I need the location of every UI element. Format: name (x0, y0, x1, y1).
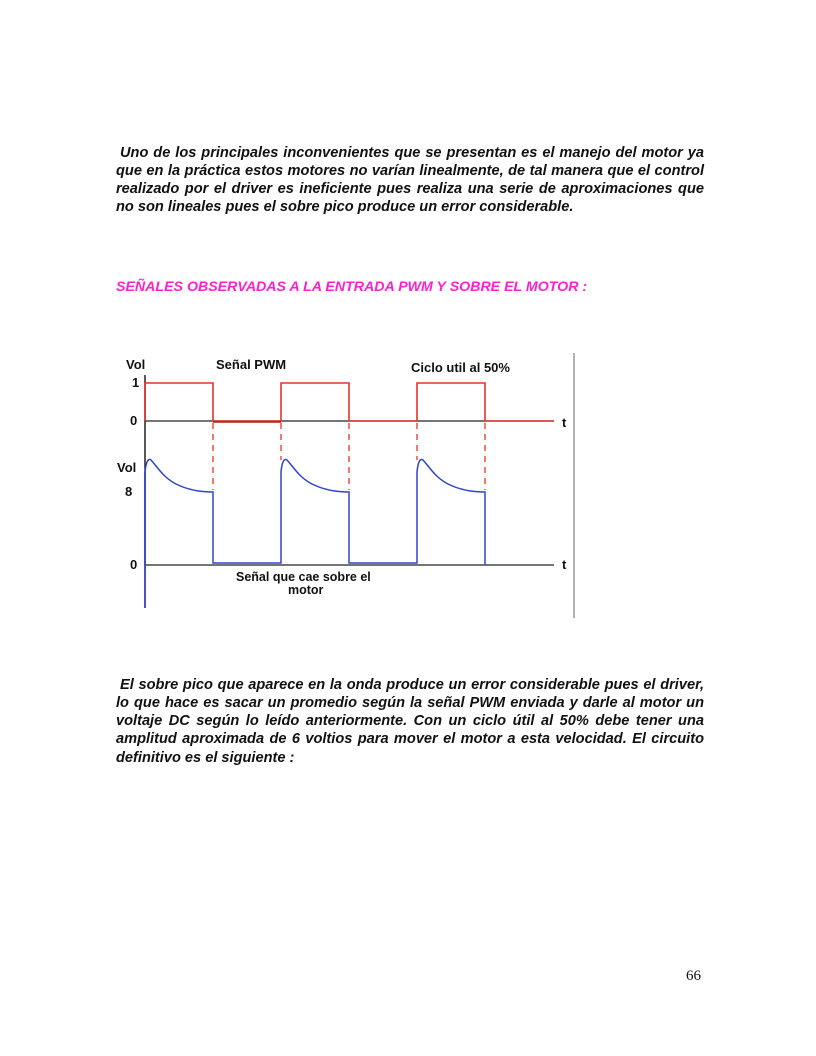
paragraph-explanation: El sobre pico que aparece en la onda produce un error considerable pues el driver, lo que hace es sacar un promedio según la señal PWM enviada y darle al motor un voltaje DC según lo leído anteriormente. Con un ciclo útil al 50% debe tener una amplitud aproximada de 6 voltios para mover el motor a esta velocidad. El circuito definitivo es el siguiente : (116, 676, 704, 766)
bottom-tick-low: 0 (130, 557, 138, 572)
duty-cycle-label: Ciclo util al 50% (411, 360, 510, 375)
page-number: 66 (686, 968, 701, 984)
waveform-diagram (116, 350, 578, 620)
section-heading: SEÑALES OBSERVADAS A LA ENTRADA PWM Y SOBRE EL MOTOR : (116, 279, 588, 295)
bottom-caption-line-1: Señal que cae sobre el (236, 570, 371, 584)
paragraph-intro: Uno de los principales inconvenientes que se presentan es el manejo del motor ya que en la práctica estos motores no varían linealmente, de tal manera que el control realizado por el driver es ineficiente pues realiza una serie de aproximaciones que no son lineales pues el sobre pico produce un error considerable. (116, 144, 704, 216)
transition-guides (213, 423, 485, 490)
bottom-caption-line-2: motor (288, 583, 324, 597)
top-time-label: t (562, 415, 567, 430)
top-axis-label: Vol (126, 357, 146, 372)
motor-signal-wave (145, 460, 485, 566)
top-tick-low: 0 (130, 413, 138, 428)
pwm-square-wave (145, 383, 554, 421)
bottom-axis-label: Vol (117, 460, 137, 475)
top-title: Señal PWM (216, 357, 287, 372)
bottom-time-label: t (562, 557, 567, 572)
top-tick-high: 1 (132, 375, 140, 390)
bottom-tick-high: 8 (125, 484, 133, 499)
pwm-motor-figure (116, 350, 578, 620)
